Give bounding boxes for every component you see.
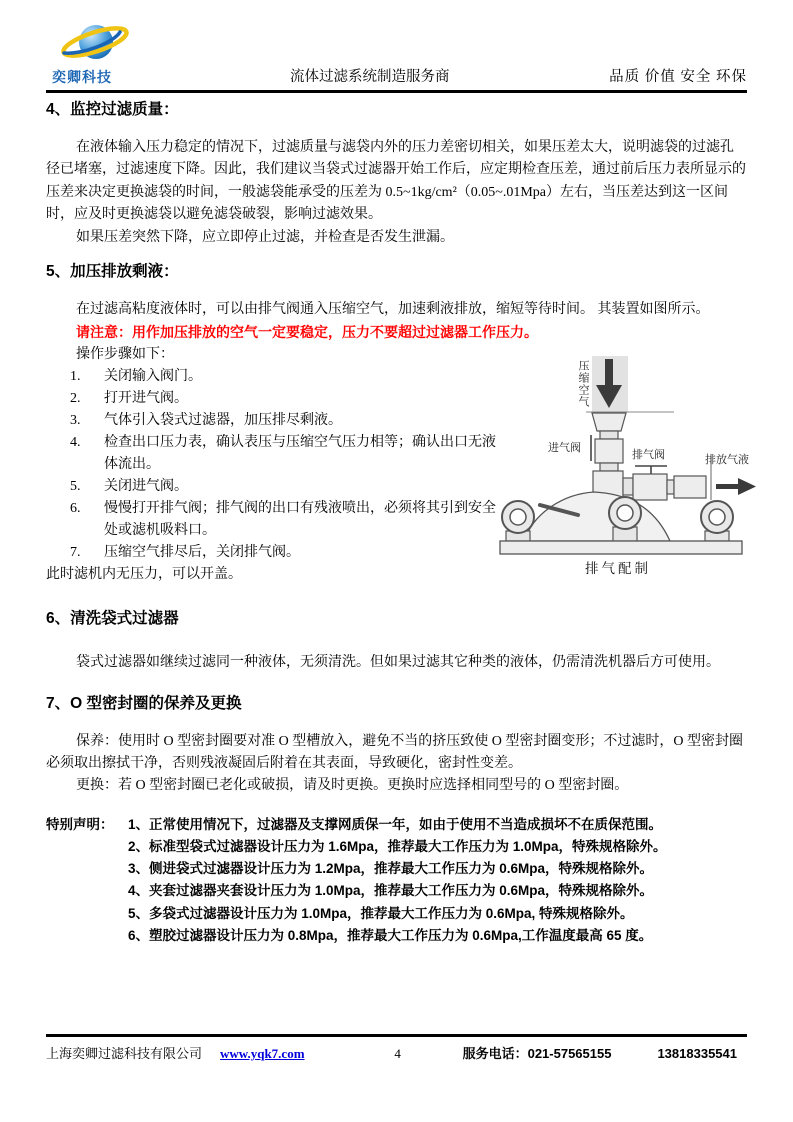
eye-bolt (609, 497, 641, 541)
eye-bolt (701, 501, 733, 541)
section7-heading: 7、O 型密封圈的保养及更换 (46, 694, 242, 712)
section5-paragraph-1: 在过滤高粘度液体时，可以由排气阀通入压缩空气，加速剩液排放，缩短等待时间。 其装置如图所示。 (76, 302, 710, 318)
page-header (0, 0, 793, 93)
step-item (46, 366, 504, 388)
discharge-arrow (716, 484, 738, 489)
eye-bolt (502, 501, 534, 541)
declaration-item: 4、夹套过滤器夹套设计压力为 1.0Mpa，推荐最大工作压力为 0.6Mpa，特殊规格除外。 (128, 883, 654, 899)
declaration-item: 3、侧进袋式过滤器设计压力为 1.2Mpa，推荐最大工作压力为 0.6Mpa，特殊规格除外。 (128, 861, 654, 877)
exhaust-valve-body (633, 474, 667, 500)
section5-warning-note: 请注意：用作加压排放的空气一定要稳定，压力不要超过过滤器工作压力。 (76, 324, 538, 341)
step-text: 关闭输入阀门。 (104, 369, 202, 385)
step-text: 压缩空气排尽后，关闭排气阀。 (104, 545, 300, 561)
section5-heading: 5、加压排放剩液： (46, 263, 179, 281)
step-text: 打开进气阀。 (104, 391, 188, 407)
pipe-fitting (592, 413, 626, 431)
step-item (46, 498, 504, 542)
section4-paragraph-1: 在液体输入压力稳定的情况下，过滤质量与滤袋内外的压力差密切相关，如果压差太大，说明滤袋的过滤孔径已堵塞，过滤速度下降。因此，我们建议当袋式过滤器开始工作后，应定期检查压差，通过前后压力表所显示的压差来决定更换滤袋的时间，一般滤袋能承受的压差为 0.5~1kg/cm²（0.05~.01Mpa）左右，当压差达到这一区间时，应及时更换滤袋以避免滤袋破裂，影响过滤效果。 (46, 140, 746, 223)
outlet-pipe (674, 476, 706, 498)
label-compressed-air: 压缩空气 (577, 360, 589, 408)
step-text: 气体引入袋式过滤器，加压排尽剩液。 (104, 413, 342, 429)
declaration-item: 1、正常使用情况下，过滤器及支撑网质保一年，如由于使用不当造成损坏不在质保范围。 (128, 816, 663, 832)
label-discharge: 排放气液 (705, 454, 749, 466)
section6-paragraph-1: 袋式过滤器如继续过滤同一种液体，无须清洗。但如果过滤其它种类的液体，仍需清洗机器后方可使用。 (76, 655, 720, 671)
operation-steps-list (46, 366, 504, 564)
declaration-items (128, 814, 747, 947)
step-text: 慢慢打开排气阀；排气阀的出口有残液喷出，必须将其引到安全处或滤机吸料口。 (104, 501, 496, 539)
company-logo (46, 19, 290, 88)
step-item (46, 432, 504, 476)
section7-paragraph-2: 更换：若 O 型密封圈已老化或破损，请及时更换。更换时应选择相同型号的 O 型密封圈。 (76, 778, 629, 794)
footer-website-link[interactable]: www.yqk7.com (220, 1046, 305, 1061)
declaration-item: 6、塑胶过滤器设计压力为 0.8Mpa，推荐最大工作压力为 0.6Mpa,工作温度最高 65 度。 (128, 927, 653, 943)
label-exhaust-valve: 排气阀 (632, 449, 665, 461)
header-title: 流体过滤系统制造服务商 (290, 69, 450, 85)
step-number: 4. (70, 435, 81, 451)
declaration-item: 2、标准型袋式过滤器设计压力为 1.6Mpa，推荐最大工作压力为 1.0Mpa，特殊规格除外。 (128, 839, 667, 855)
section4-paragraph-2: 如果压差突然下降，应立即停止过滤，并检查是否发生泄漏。 (76, 229, 454, 245)
page-footer (46, 1034, 747, 1062)
section7-paragraph-1: 保养：使用时 O 型密封圈要对准 O 型槽放入，避免不当的挤压致使 O 型密封圈变形；不过滤时，O 型密封圈必须取出擦拭干净，否则残液凝固后附着在其表面，导致硬化，密封性变差。 (46, 733, 743, 772)
step-number: 7. (70, 545, 81, 561)
globe-logo-icon (48, 17, 148, 71)
section6-heading: 6、清洗袋式过滤器 (46, 610, 179, 628)
header-slogan: 品质 价值 安全 环保 (609, 69, 747, 85)
declaration-label: 特别声明： (46, 816, 114, 832)
page-number: 4 (394, 1046, 401, 1061)
header-rule (46, 24, 747, 93)
step-number: 3. (70, 413, 81, 429)
diagram-caption: 排气配制 (585, 561, 651, 576)
step-item (46, 542, 504, 564)
step-item (46, 476, 504, 498)
pressurized-discharge-diagram (492, 356, 784, 580)
step-number: 5. (70, 479, 81, 495)
section5-steps-outro: 此时滤机内无压力，可以开盖。 (46, 567, 242, 583)
step-number: 2. (70, 391, 81, 407)
special-declaration (46, 814, 747, 947)
step-text: 检查出口压力表，确认表压与压缩空气压力相等；确认出口无液体流出。 (104, 435, 496, 473)
step-item (46, 410, 504, 432)
exhaust-assembly-drawing (492, 356, 784, 580)
compressed-air-arrow (605, 359, 613, 387)
step-item (46, 388, 504, 410)
footer-mobile-phone: 13818335541 (657, 1046, 737, 1061)
intake-valve-body (595, 439, 623, 463)
step-number: 6. (70, 501, 81, 517)
step-number: 1. (70, 369, 81, 385)
section4-heading: 4、监控过滤质量： (46, 101, 179, 118)
declaration-item: 5、多袋式过滤器设计压力为 1.0Mpa，推荐最大工作压力为 0.6Mpa, 特殊规格除外。 (128, 905, 634, 921)
footer-company-name: 上海奕卿过滤科技有限公司 (46, 1046, 203, 1061)
step-text: 关闭进气阀。 (104, 479, 188, 495)
base-plate (500, 541, 742, 554)
logo-text: 奕卿科技 (52, 69, 112, 85)
label-intake-valve: 进气阀 (548, 442, 581, 454)
section5-steps-intro: 操作步骤如下： (76, 346, 174, 362)
footer-service-phone: 服务电话：021-57565155 (462, 1046, 612, 1061)
